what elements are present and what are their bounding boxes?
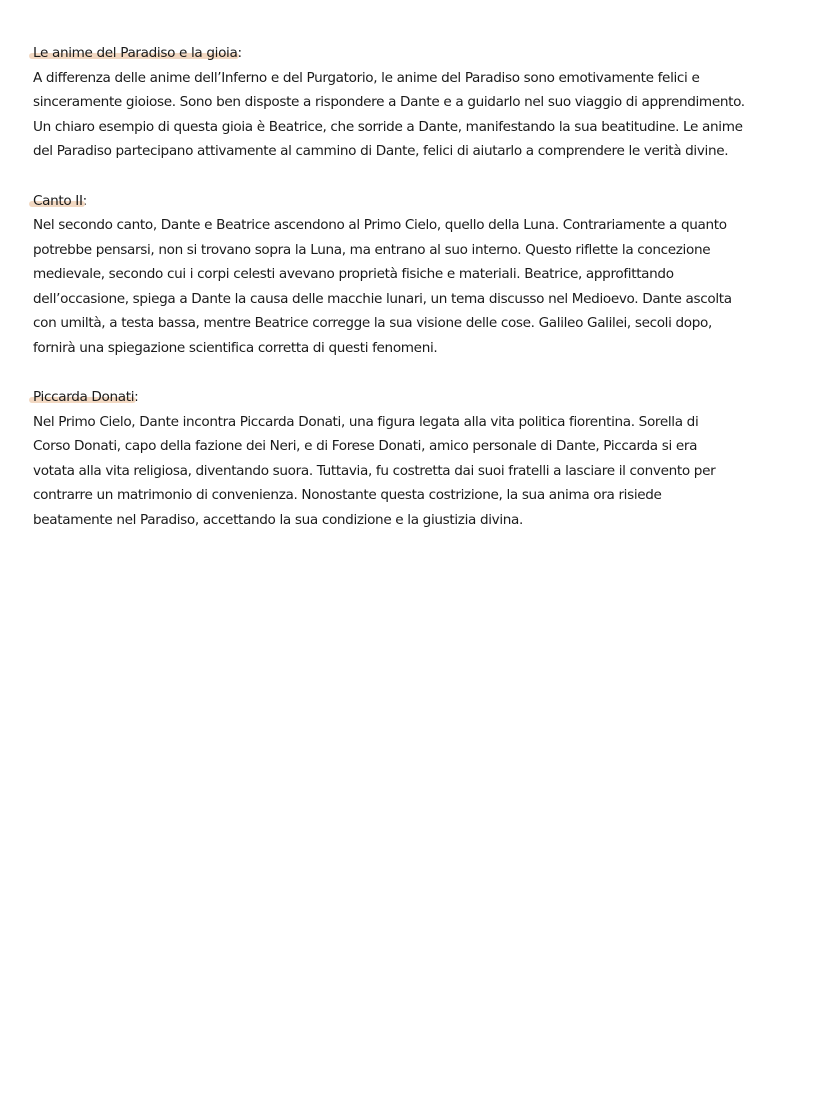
- paragraph-line: potrebbe pensarsi, non si trovano sopra la Luna, ma entrano al suo interno. Questo riflette la concezione: [33, 241, 711, 258]
- section-canto-ii: [33, 189, 813, 361]
- paragraph-line: Nel secondo canto, Dante e Beatrice ascendono al Primo Cielo, quello della Luna. Contrariamente a quanto: [33, 217, 727, 233]
- highlighted-heading-text: Le anime del Paradiso e la gioia: [33, 45, 238, 61]
- paragraph-line: Un chiaro esempio di questa gioia è Beatrice, che sorride a Dante, manifestando la sua beatitudine. Le anime: [33, 118, 743, 135]
- section-paradiso-gioia: [33, 41, 813, 164]
- paragraph-line: sinceramente gioiose. Sono ben disposte a rispondere a Dante e a guidarlo nel suo viaggio di apprendimento.: [33, 94, 745, 110]
- document-body: [33, 41, 813, 557]
- heading-colon: :: [237, 45, 242, 61]
- paragraph-line: dell’occasione, spiega a Dante la causa delle macchie lunari, un tema discusso nel Medioevo. Dante ascolta: [33, 290, 732, 307]
- paragraph-line: medievale, secondo cui i corpi celesti avevano proprietà fisiche e materiali. Beatrice, approfittando: [33, 266, 674, 282]
- paragraph-line: del Paradiso partecipano attivamente al cammino di Dante, felici di aiutarlo a comprendere le verità divine.: [33, 143, 729, 159]
- paragraph-line: con umiltà, a testa bassa, mentre Beatrice corregge la sua visione delle cose. Galileo Galilei, secoli dopo,: [33, 315, 712, 331]
- heading-colon: :: [134, 389, 139, 405]
- highlighted-heading-text: Canto II: [33, 192, 83, 209]
- paragraph-line: A differenza delle anime dell’Inferno e del Purgatorio, le anime del Paradiso sono emotivamente felici e: [33, 69, 700, 86]
- paragraph-line: contrarre un matrimonio di convenienza. Nonostante questa costrizione, la sua anima ora risiede: [33, 487, 662, 503]
- paragraph-line: votata alla vita religiosa, diventando suora. Tuttavia, fu costretta dai suoi fratelli a lasciare il convento per: [33, 462, 716, 479]
- section-heading: [33, 189, 87, 214]
- paragraph-line: fornirà una spiegazione scientifica corretta di questi fenomeni.: [33, 339, 438, 356]
- highlighted-heading-text: Piccarda Donati: [33, 389, 135, 405]
- section-piccarda-donati: [33, 385, 813, 532]
- section-heading: [33, 385, 138, 410]
- paragraph-line: Corso Donati, capo della fazione dei Neri, e di Forese Donati, amico personale di Dante, Piccarda si era: [33, 438, 698, 454]
- paragraph-line: beatamente nel Paradiso, accettando la sua condizione e la giustizia divina.: [33, 511, 523, 528]
- heading-colon: :: [82, 192, 87, 209]
- section-heading: [33, 41, 242, 66]
- paragraph-line: Nel Primo Cielo, Dante incontra Piccarda Donati, una figura legata alla vita politica fiorentina. Sorella di: [33, 413, 699, 430]
